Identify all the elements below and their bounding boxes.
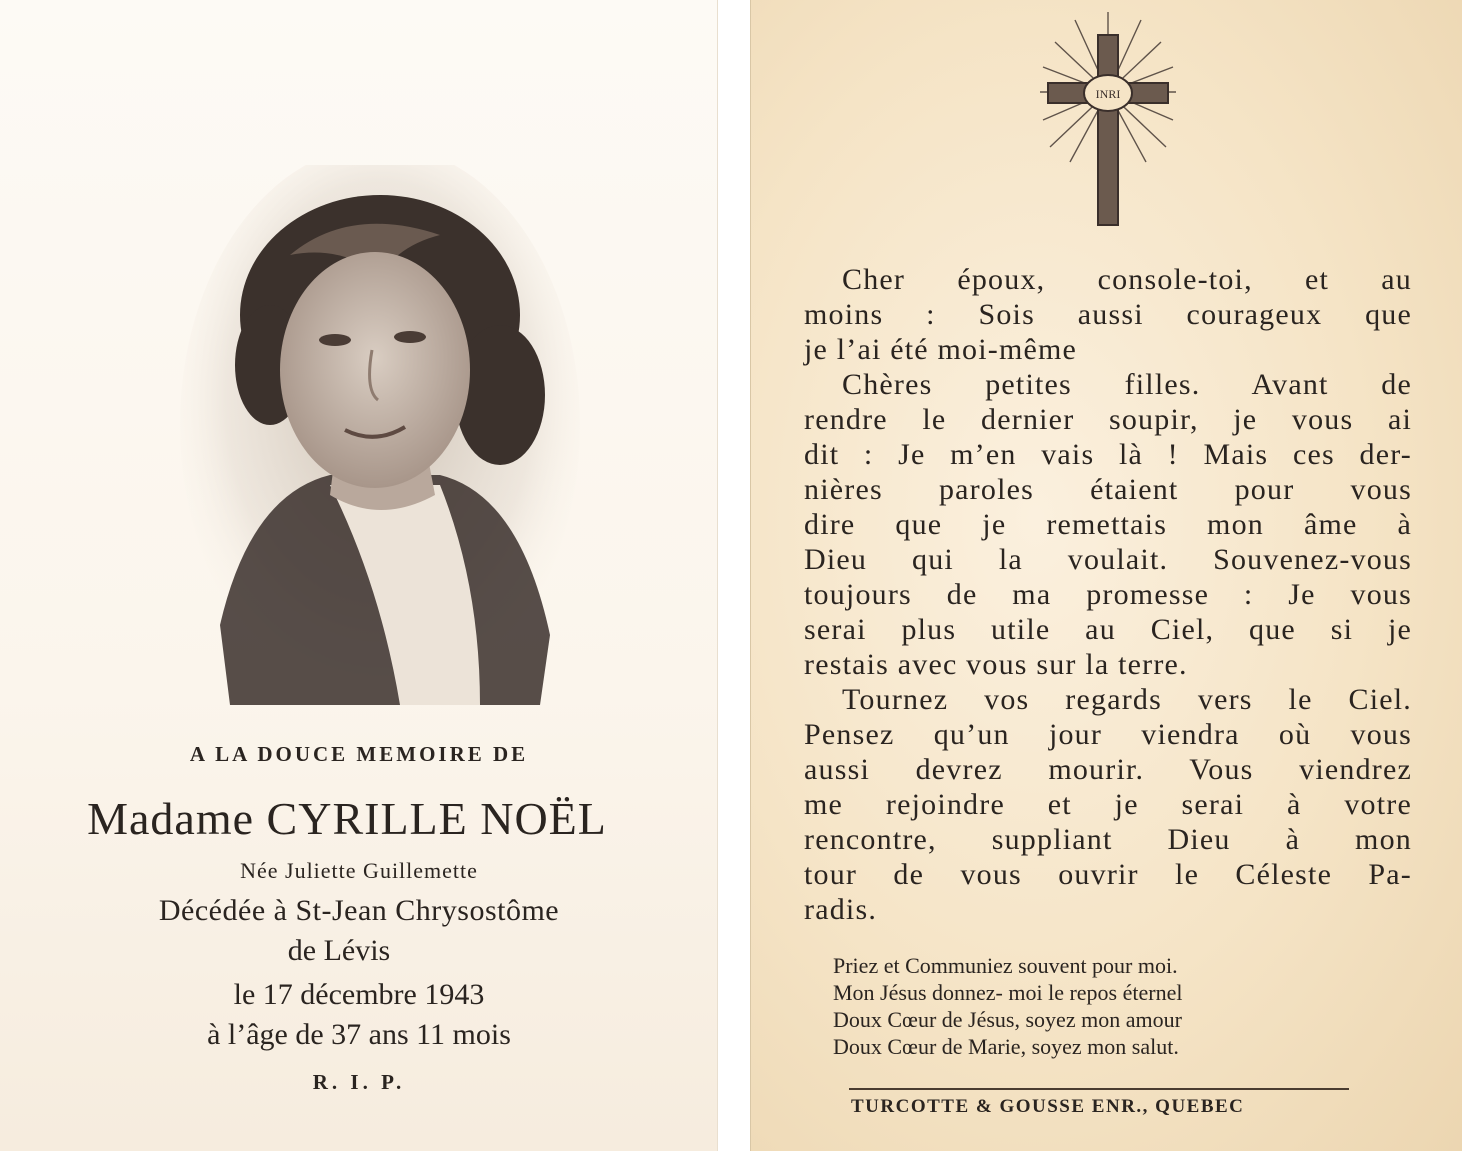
prayer-line: Doux Cœur de Marie, soyez mon salut. [833, 1034, 1179, 1059]
rip-text: R. I. P. [312, 1070, 406, 1094]
death-place-line: Décédée à St-Jean Chrysostôme [158, 894, 560, 927]
printer-credit: TURCOTTE & GOUSSE ENR., QUEBEC [851, 1096, 1245, 1117]
verse-line: Pensez qu’un jour viendra où vous [804, 718, 1412, 751]
death-place-town: de Lévis [287, 934, 391, 967]
verse-line: rencontre, suppliant Dieu à mon [804, 823, 1412, 856]
verse-line: Chères petites filles. Avant de [842, 368, 1412, 401]
verse-line: radis. [804, 893, 878, 926]
verse-line: Cher époux, console-toi, et au [842, 263, 1412, 296]
verse-line: je l’ai été moi-même [804, 333, 1078, 366]
verse-line: restais avec vous sur la terre. [804, 648, 1188, 681]
prayers-block [833, 952, 1333, 1060]
prayer-line: Priez et Communiez souvent pour moi. [833, 953, 1178, 978]
verse-line: toujours de ma promesse : Je vous [804, 578, 1412, 611]
verse-line: Dieu qui la voulait. Souvenez-vous [804, 543, 1412, 576]
name-text: CYRILLE NOËL [266, 793, 607, 844]
farewell-verse [804, 262, 1412, 927]
cross-inscription: INRI [1095, 87, 1121, 101]
memorial-card-front [0, 0, 718, 1151]
maiden-name: Née Juliette Guillemette [240, 858, 478, 883]
verse-line: tour de vous ouvrir le Céleste Pa- [804, 858, 1412, 891]
verse-line: aussi devrez mourir. Vous viendrez [804, 753, 1412, 786]
memorial-card-back [750, 0, 1462, 1151]
verse-line: moins : Sois aussi courageux que [804, 298, 1412, 331]
age-at-death: à l’âge de 37 ans 11 mois [207, 1018, 511, 1051]
portrait-photo [180, 165, 580, 725]
death-date: le 17 décembre 1943 [233, 978, 485, 1011]
memoire-heading: A LA DOUCE MEMOIRE DE [189, 742, 529, 766]
prayer-line: Doux Cœur de Jésus, soyez mon amour [833, 1007, 1182, 1032]
verse-line: me rejoindre et je serai à votre [804, 788, 1412, 821]
verse-line: serai plus utile au Ciel, que si je [804, 613, 1412, 646]
deceased-name [0, 792, 706, 845]
cross-icon [1035, 12, 1181, 230]
verse-line: Tournez vos regards vers le Ciel. [842, 683, 1412, 716]
name-prefix: Madame [87, 793, 255, 844]
prayer-line: Mon Jésus donnez- moi le repos éternel [833, 980, 1183, 1005]
verse-line: dire que je remettais mon âme à [804, 508, 1412, 541]
divider-rule [849, 1088, 1349, 1090]
verse-line: nières paroles étaient pour vous [804, 473, 1412, 506]
verse-line: rendre le dernier soupir, je vous ai [804, 403, 1412, 436]
verse-line: dit : Je m’en vais là ! Mais ces der- [804, 438, 1412, 471]
